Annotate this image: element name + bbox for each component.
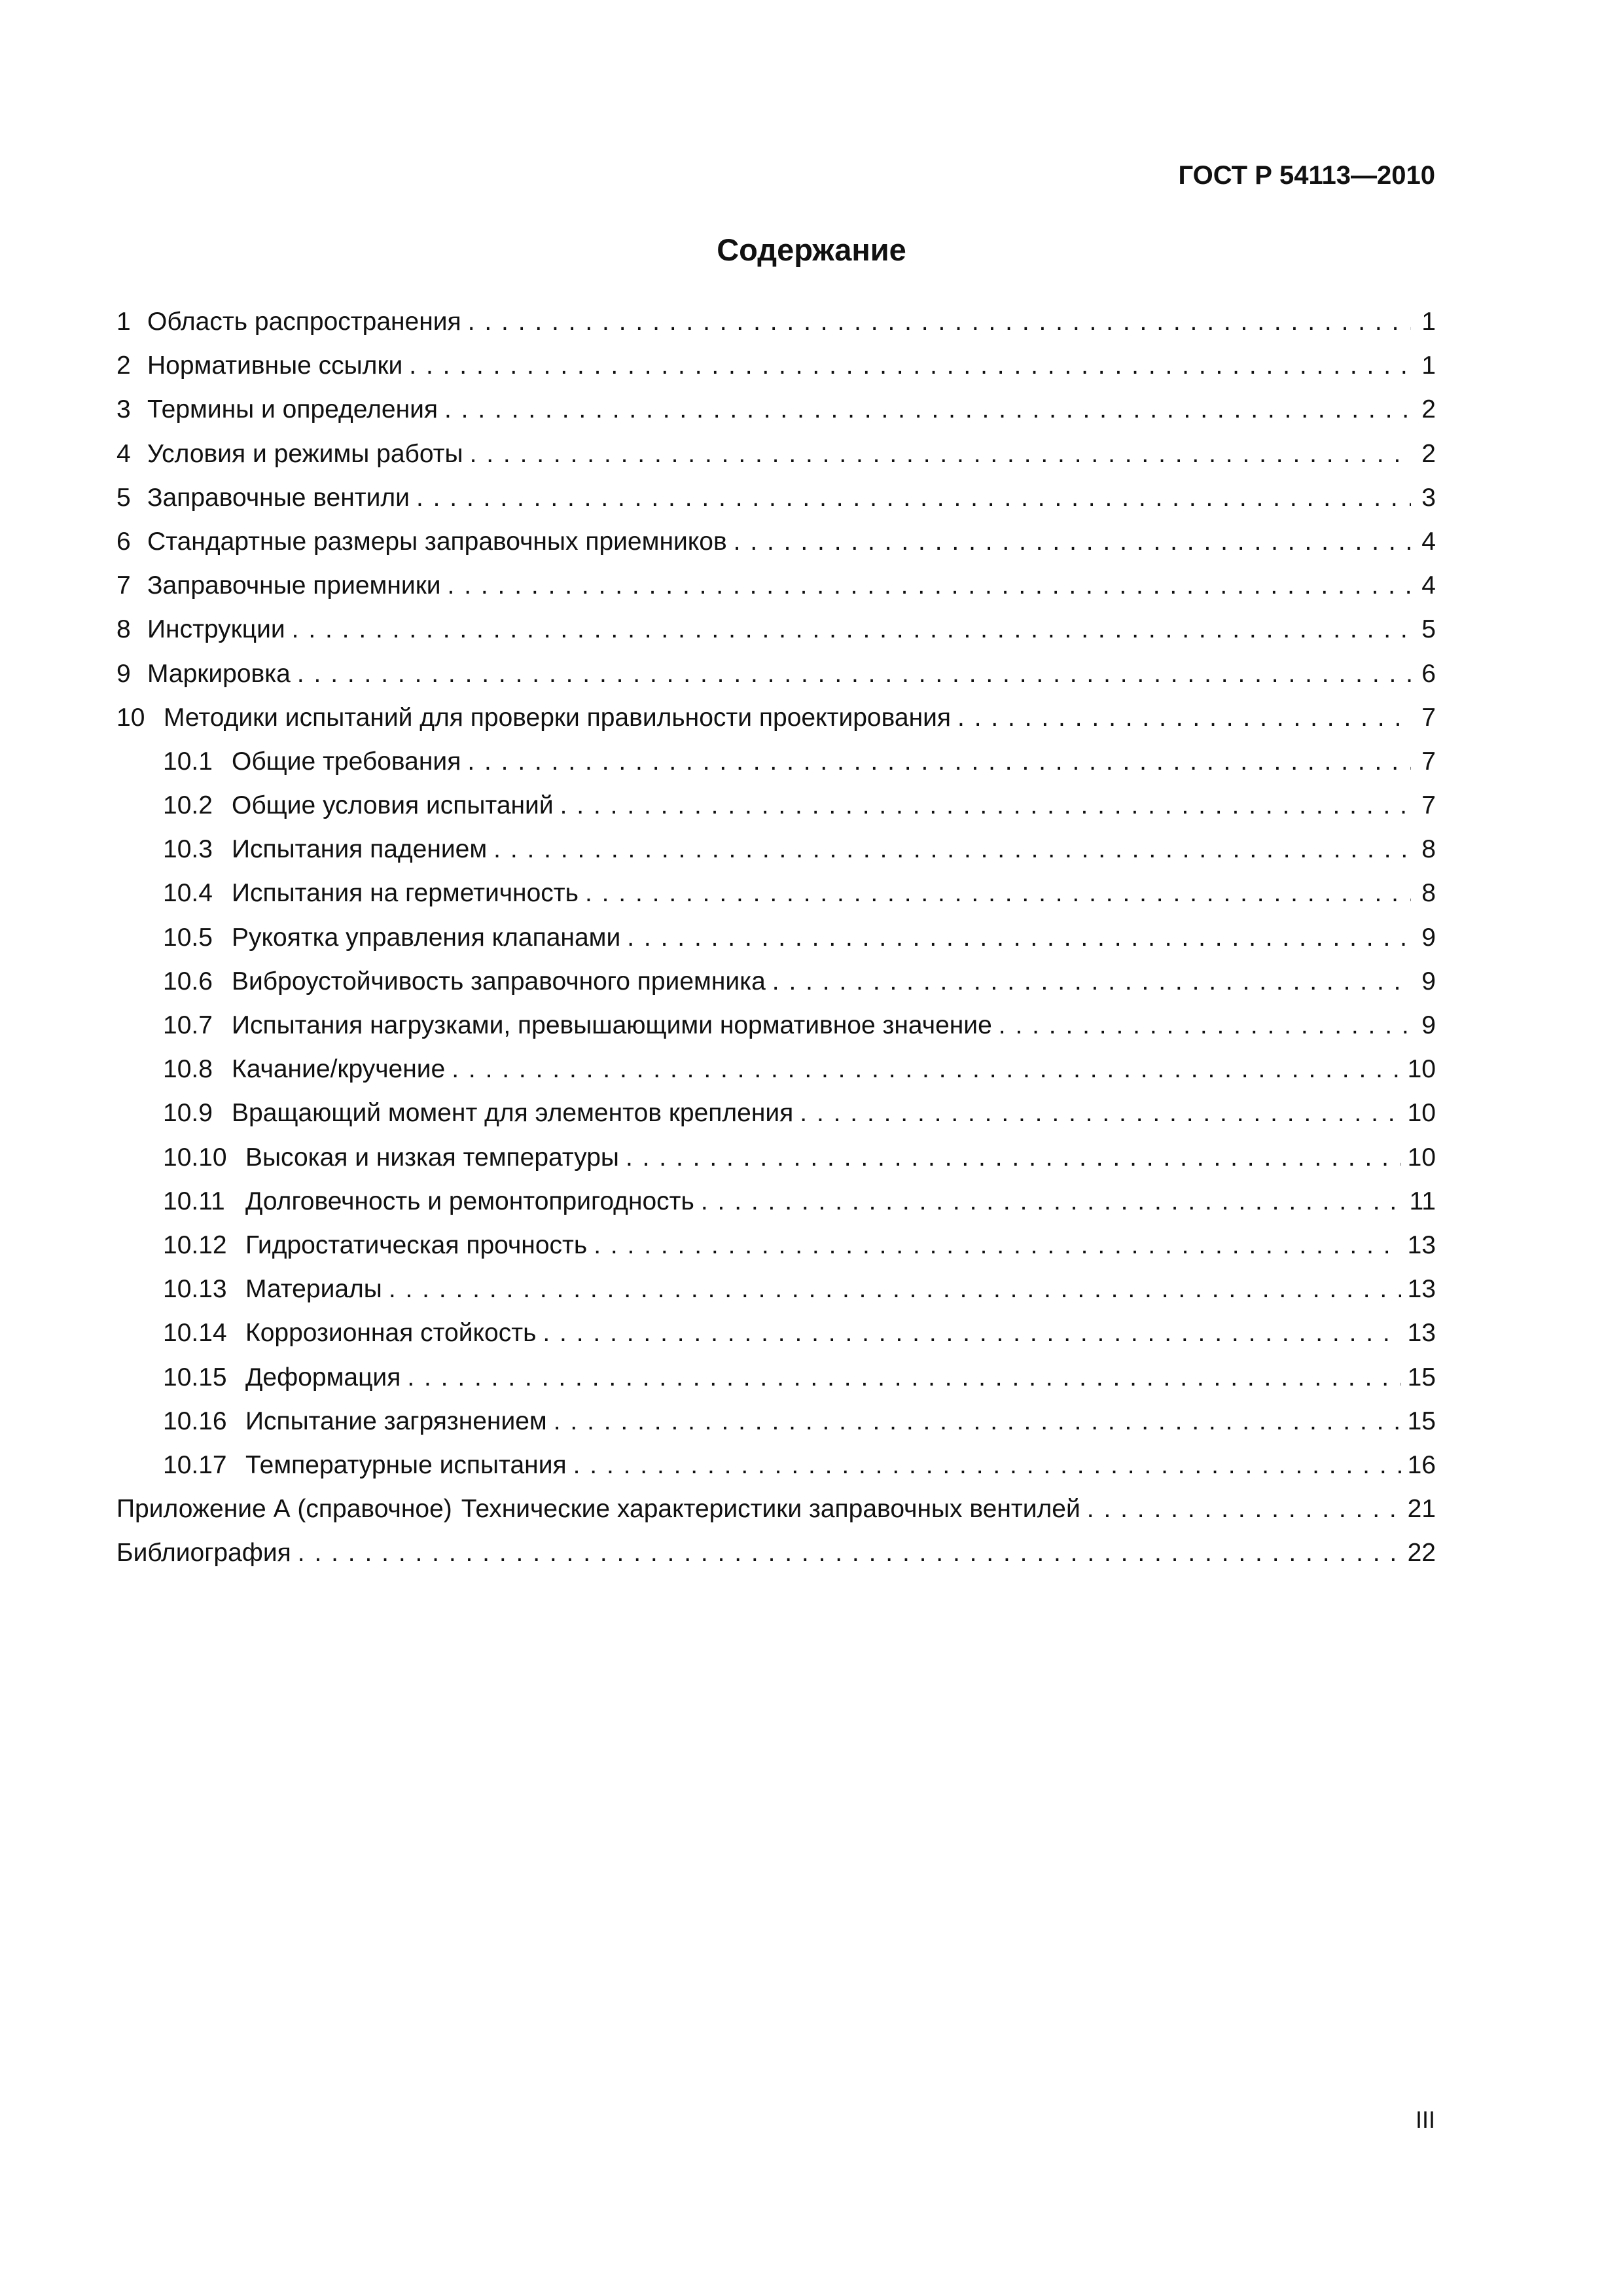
toc-item-title: Температурные испытания bbox=[245, 1450, 567, 1479]
toc-item-page: 5 bbox=[1421, 615, 1436, 644]
page-title: Содержание bbox=[717, 232, 906, 267]
dot-leader bbox=[389, 1267, 1401, 1311]
toc-subitem[interactable]: 10.9 Вращающий момент для элементов крепления . . . 10 bbox=[116, 1091, 1436, 1135]
dot-leader bbox=[573, 1443, 1401, 1487]
toc-item-page: 1 bbox=[1421, 308, 1436, 336]
dot-leader bbox=[701, 1179, 1403, 1223]
toc-item-title: Термины и определения bbox=[147, 395, 438, 424]
toc-item-page: 6 bbox=[1421, 659, 1436, 688]
toc-item-page: 10 bbox=[1407, 1099, 1436, 1128]
toc-subitem[interactable]: 10.16 Испытание загрязнением . . . 15 bbox=[116, 1399, 1436, 1443]
toc-item-page: 2 bbox=[1421, 395, 1436, 424]
toc-item-page: 7 bbox=[1421, 747, 1436, 776]
toc-subitem[interactable]: 10.10 Высокая и низкая температуры . . . 10 bbox=[116, 1136, 1436, 1179]
toc-item-title: Нормативные ссылки bbox=[147, 351, 403, 380]
toc-item-title: Рукоятка управления клапанами bbox=[232, 923, 621, 952]
dot-leader bbox=[298, 1531, 1401, 1575]
toc-item-page: 9 bbox=[1421, 923, 1436, 952]
toc-item-title: Качание/кручение bbox=[232, 1055, 446, 1084]
toc-item-title: Заправочные приемники bbox=[147, 571, 441, 600]
toc-subitem[interactable]: 10.6 Виброустойчивость заправочного приемника . . . 9 bbox=[116, 960, 1436, 1003]
toc-item-page: 8 bbox=[1421, 879, 1436, 908]
toc-item-title: Маркировка bbox=[147, 659, 291, 688]
dot-leader bbox=[297, 652, 1411, 696]
dot-leader bbox=[467, 740, 1411, 783]
toc-item-title: Технические характеристики заправочных вентилей bbox=[461, 1495, 1080, 1524]
toc-item-title: Испытание загрязнением bbox=[245, 1407, 547, 1435]
toc-item[interactable]: 5 Заправочные вентили . . . 3 bbox=[116, 476, 1436, 520]
dot-leader bbox=[627, 916, 1411, 960]
toc-item-page: 8 bbox=[1421, 835, 1436, 864]
toc-item-page: 15 bbox=[1407, 1363, 1436, 1391]
toc-item-title: Стандартные размеры заправочных приемников bbox=[147, 527, 727, 556]
toc-item-title: Общие требования bbox=[232, 747, 461, 776]
toc-item[interactable]: 3 Термины и определения . . . 2 bbox=[116, 387, 1436, 431]
toc-item-page: 9 bbox=[1421, 1011, 1436, 1039]
toc-subitem[interactable]: 10.12 Гидростатическая прочность . . . 13 bbox=[116, 1223, 1436, 1267]
toc-item[interactable]: 6 Стандартные размеры заправочных приемников . . . 4 bbox=[116, 520, 1436, 564]
toc-item-page: 11 bbox=[1409, 1187, 1436, 1215]
toc-subitem[interactable]: 10.8 Качание/кручение . . . 10 bbox=[116, 1047, 1436, 1091]
dot-leader bbox=[409, 344, 1411, 387]
toc-item-title: Долговечность и ремонтопригодность bbox=[245, 1187, 694, 1215]
toc-item-page: 16 bbox=[1407, 1450, 1436, 1479]
toc-subitem[interactable]: 10.5 Рукоятка управления клапанами . . . 9 bbox=[116, 916, 1436, 960]
toc-subitem[interactable]: 10.13 Материалы . . . 13 bbox=[116, 1267, 1436, 1311]
toc-item-page: 4 bbox=[1421, 527, 1436, 556]
toc-item-page: 3 bbox=[1421, 483, 1436, 512]
toc-item[interactable]: 1 Область распространения . . . 1 bbox=[116, 300, 1436, 344]
toc-item-page: 13 bbox=[1407, 1275, 1436, 1304]
toc-item-page: 13 bbox=[1407, 1319, 1436, 1348]
toc-item-title: Испытания на герметичность bbox=[232, 879, 579, 908]
toc-item-title: Общие условия испытаний bbox=[232, 791, 554, 820]
dot-leader bbox=[734, 520, 1411, 564]
toc-item-page: 22 bbox=[1407, 1539, 1436, 1568]
dot-leader bbox=[554, 1399, 1401, 1443]
dot-leader bbox=[407, 1355, 1400, 1399]
document-code: ГОСТ Р 54113—2010 bbox=[1178, 161, 1435, 190]
toc-item-page: 21 bbox=[1407, 1495, 1436, 1524]
toc-item-title: Материалы bbox=[245, 1275, 382, 1304]
dot-leader bbox=[999, 1003, 1411, 1047]
toc-subitem[interactable]: 10.2 Общие условия испытаний . . . 7 bbox=[116, 783, 1436, 827]
toc-item-title: Коррозионная стойкость bbox=[245, 1319, 537, 1348]
toc-appendix[interactable]: Приложение А (справочное) Технические характеристики заправочных вентилей . . . 21 bbox=[116, 1487, 1436, 1531]
dot-leader bbox=[416, 476, 1411, 520]
toc-item[interactable]: 9 Маркировка . . . 6 bbox=[116, 652, 1436, 696]
toc-item[interactable]: 2 Нормативные ссылки . . . 1 bbox=[116, 344, 1436, 387]
toc-item-title: Заправочные вентили bbox=[147, 483, 410, 512]
toc-subitem[interactable]: 10.11 Долговечность и ремонтопригодность . . . 11 bbox=[116, 1179, 1436, 1223]
toc-item-title: Деформация bbox=[245, 1363, 401, 1391]
toc-item[interactable]: 10 Методики испытаний для проверки правильности проектирования . . . 7 bbox=[116, 696, 1436, 740]
dot-leader bbox=[800, 1091, 1400, 1135]
dot-leader bbox=[560, 783, 1411, 827]
toc-item-page: 9 bbox=[1421, 967, 1436, 996]
toc-subitem[interactable]: 10.1 Общие требования . . . 7 bbox=[116, 740, 1436, 783]
toc-item[interactable]: 7 Заправочные приемники . . . 4 bbox=[116, 564, 1436, 607]
dot-leader bbox=[448, 564, 1411, 607]
toc-item-page: 2 bbox=[1421, 439, 1436, 468]
toc-item-page: 4 bbox=[1421, 571, 1436, 600]
dot-leader bbox=[585, 871, 1411, 915]
toc-item[interactable]: 4 Условия и режимы работы . . . 2 bbox=[116, 432, 1436, 476]
toc-item-page: 10 bbox=[1407, 1143, 1436, 1172]
toc-item-title: Библиография bbox=[116, 1539, 291, 1568]
dot-leader bbox=[468, 300, 1411, 344]
dot-leader bbox=[594, 1223, 1400, 1267]
toc-item-title: Виброустойчивость заправочного приемника bbox=[232, 967, 766, 996]
toc-item-title: Испытания нагрузками, превышающими нормативное значение bbox=[232, 1011, 992, 1039]
dot-leader bbox=[626, 1136, 1401, 1179]
dot-leader bbox=[957, 696, 1411, 740]
toc-item-title: Гидростатическая прочность bbox=[245, 1230, 588, 1259]
toc-bibliography[interactable] bbox=[116, 1531, 1436, 1575]
toc-subitem[interactable]: 10.7 Испытания нагрузками, превышающими нормативное значение . . . 9 bbox=[116, 1003, 1436, 1047]
toc-subitem[interactable]: 10.15 Деформация . . . 15 bbox=[116, 1355, 1436, 1399]
toc-item-title: Область распространения bbox=[147, 308, 461, 336]
toc-item-page: 1 bbox=[1421, 351, 1436, 380]
toc-item-page: 10 bbox=[1407, 1055, 1436, 1084]
dot-leader bbox=[452, 1047, 1400, 1091]
toc-item-title: Вращающий момент для элементов крепления bbox=[232, 1099, 794, 1128]
dot-leader bbox=[1087, 1487, 1401, 1531]
toc-item-title: Инструкции bbox=[147, 615, 285, 644]
toc-subitem[interactable]: 10.17 Температурные испытания . . . 16 bbox=[116, 1443, 1436, 1487]
dot-leader bbox=[470, 432, 1411, 476]
toc-subitem[interactable]: 10.4 Испытания на герметичность . . . 8 bbox=[116, 871, 1436, 915]
toc-item-title: Методики испытаний для проверки правильности проектирования bbox=[164, 703, 952, 732]
dot-leader bbox=[292, 607, 1411, 651]
page-number: III bbox=[1415, 2106, 1435, 2133]
dot-leader bbox=[772, 960, 1411, 1003]
toc-item-page: 7 bbox=[1421, 703, 1436, 732]
toc-item-page: 15 bbox=[1407, 1407, 1436, 1435]
dot-leader bbox=[444, 387, 1411, 431]
toc-item[interactable]: 8 Инструкции . . . 5 bbox=[116, 607, 1436, 651]
toc-subitem[interactable]: 10.14 Коррозионная стойкость . . . 13 bbox=[116, 1311, 1436, 1355]
toc-subitem[interactable]: 10.3 Испытания падением . . . 8 bbox=[116, 827, 1436, 871]
table-of-contents bbox=[116, 300, 1436, 1575]
toc-item-title: Высокая и низкая температуры bbox=[245, 1143, 619, 1172]
dot-leader bbox=[493, 827, 1411, 871]
toc-item-page: 7 bbox=[1421, 791, 1436, 820]
toc-item-page: 13 bbox=[1407, 1230, 1436, 1259]
dot-leader bbox=[543, 1311, 1400, 1355]
toc-item-title: Условия и режимы работы bbox=[147, 439, 463, 468]
toc-item-title: Испытания падением bbox=[232, 835, 488, 864]
